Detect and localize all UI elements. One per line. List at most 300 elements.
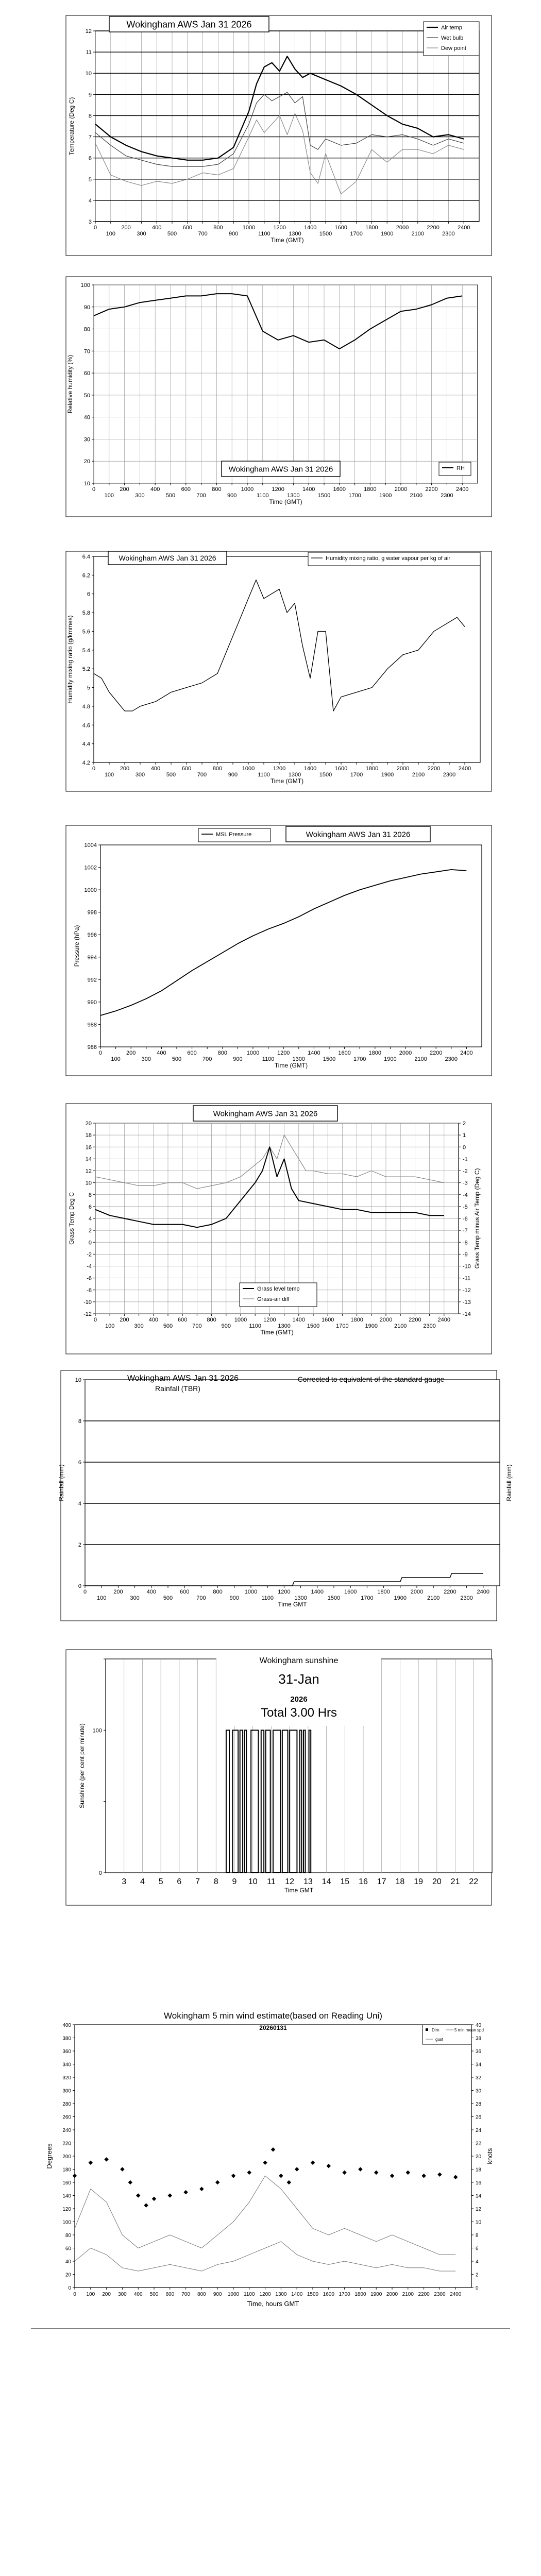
x-axis-label: Time (GMT) (270, 777, 304, 785)
y2-tick-label: -6 (463, 1216, 468, 1222)
y-tick-label: 8 (88, 1192, 92, 1198)
x-tick-label: 8 (213, 1877, 218, 1886)
x-tick-label: 12 (285, 1877, 295, 1886)
y-tick-label: 5 (88, 176, 92, 183)
y-tick-label: 320 (62, 2075, 71, 2081)
chart-subtitle: Rainfall (TBR) (155, 1384, 200, 1393)
y2-tick-label: 36 (476, 2049, 482, 2055)
y-tick-label: 4 (88, 1216, 92, 1222)
legend-label: Dirn (432, 2028, 439, 2032)
x-tick-label: 2000 (379, 1317, 393, 1323)
legend (439, 462, 471, 476)
chart-title: Wokingham AWS Jan 31 2026 (127, 1374, 239, 1383)
y2-tick-label: -4 (463, 1192, 468, 1198)
y-tick-label: 986 (87, 1044, 97, 1050)
x-tick-label: 2400 (455, 486, 469, 493)
y-tick-label: 60 (83, 370, 90, 377)
x-tick-label: 2000 (394, 486, 408, 493)
y2-tick-label: 1 (463, 1132, 466, 1139)
y-tick-label: -12 (83, 1311, 92, 1317)
x-tick-label: 2100 (394, 1323, 407, 1329)
y-tick-label: 14 (85, 1156, 92, 1163)
x-tick-label: 500 (165, 493, 176, 499)
x-tick-label: 2400 (457, 225, 470, 231)
y-tick-label: 4 (88, 197, 92, 204)
x-tick-label: 13 (303, 1877, 313, 1886)
grass-temp-chart-panel (0, 1103, 541, 1355)
x-axis-label: Time GMT (278, 1601, 307, 1608)
x-tick-label: 3 (122, 1877, 127, 1886)
y2-tick-label: -13 (463, 1299, 471, 1306)
x-tick-label: 800 (212, 766, 223, 772)
x-tick-label: 1400 (302, 486, 315, 493)
x-tick-label: 100 (105, 1323, 115, 1329)
y-tick-label: 0 (78, 1583, 81, 1589)
x-tick-label: 1800 (365, 225, 378, 231)
x-tick-label: 1400 (303, 766, 317, 772)
x-tick-label: 500 (149, 2292, 159, 2297)
y2-tick-label: 10 (476, 2219, 482, 2226)
y2-tick-label: 26 (476, 2114, 482, 2121)
y-tick-label: 0 (68, 2285, 71, 2291)
y-tick-label: 4.8 (82, 703, 90, 710)
x-tick-label: 1500 (323, 1056, 336, 1062)
x-tick-label: 2100 (414, 1056, 427, 1062)
y2-tick-label: 18 (476, 2167, 482, 2173)
y-tick-label: 30 (83, 436, 90, 443)
x-axis-label: Time GMT (284, 1887, 314, 1894)
legend-label: Air temp (441, 25, 462, 31)
y2-tick-label: -7 (463, 1228, 468, 1234)
chart-note: Corrected to equivalent of the standard gauge (297, 1375, 445, 1383)
chart-title: Wokingham AWS Jan 31 2026 (126, 19, 252, 30)
y-tick-label: 10 (85, 1180, 92, 1187)
y2-tick-label: 14 (476, 2193, 482, 2199)
x-tick-label: 200 (102, 2292, 111, 2297)
chart-subtitle: 20260131 (259, 2024, 287, 2031)
y2-tick-label: 24 (476, 2128, 482, 2133)
x-tick-label: 1300 (278, 1323, 291, 1329)
y-tick-label: 8 (78, 1418, 81, 1425)
x-tick-label: 2400 (460, 1050, 473, 1056)
x-tick-label: 200 (120, 1317, 129, 1323)
y-tick-label: 994 (87, 954, 97, 961)
y2-tick-label: 12 (476, 2207, 482, 2212)
y-tick-label: 100 (80, 282, 90, 289)
y-tick-label: 60 (65, 2246, 71, 2252)
chart-title: Wokingham AWS Jan 31 2026 (306, 830, 411, 839)
y2-tick-label: -5 (463, 1204, 468, 1210)
x-tick-label: 500 (163, 1323, 173, 1329)
y-tick-label: 996 (87, 932, 97, 939)
x-tick-label: 16 (359, 1877, 368, 1886)
x-tick-label: 300 (118, 2292, 127, 2297)
x-tick-label: 700 (181, 2292, 190, 2297)
y-tick-label: 998 (87, 909, 97, 916)
x-tick-label: 500 (172, 1056, 182, 1062)
x-tick-label: 800 (213, 225, 223, 231)
x-tick-label: 0 (98, 1050, 103, 1056)
y-tick-label: 0 (88, 1240, 92, 1246)
x-tick-label: 1400 (308, 1050, 320, 1056)
y2-tick-label: -8 (463, 1240, 468, 1246)
pressure-chart-panel (0, 824, 541, 1077)
temperature-chart-panel (0, 14, 541, 262)
x-tick-label: 400 (152, 225, 162, 231)
x-tick-label: 600 (165, 2292, 175, 2297)
x-tick-label: 21 (450, 1877, 460, 1886)
y-tick-label: -6 (87, 1275, 92, 1282)
x-tick-label: 2400 (477, 1589, 490, 1595)
sunshine-chart (0, 1649, 541, 1906)
x-tick-label: 800 (213, 1589, 223, 1595)
x-tick-label: 0 (92, 766, 96, 772)
x-tick-label: 2300 (445, 1056, 458, 1062)
x-tick-label: 22 (469, 1877, 479, 1886)
x-tick-label: 2000 (386, 2292, 398, 2297)
x-tick-label: 2300 (423, 1323, 436, 1329)
y-tick-label: 0 (98, 1870, 102, 1876)
x-tick-label: 1000 (244, 1589, 258, 1595)
x-tick-label: 2300 (441, 493, 453, 499)
y-tick-label: 992 (87, 977, 97, 984)
wind-chart (0, 2009, 541, 2339)
x-tick-label: 2200 (444, 1589, 457, 1595)
x-tick-label: 2300 (443, 772, 456, 778)
x-tick-label: 900 (221, 1323, 231, 1329)
plot-area (95, 31, 479, 222)
x-tick-label: 1600 (334, 766, 348, 772)
x-tick-label: 1700 (353, 1056, 366, 1062)
x-tick-label: 900 (227, 493, 237, 499)
x-tick-label: 11 (267, 1877, 276, 1886)
x-tick-label: 14 (322, 1877, 331, 1886)
x-tick-label: 400 (150, 766, 161, 772)
x-tick-label: 900 (233, 1056, 243, 1062)
x-tick-label: 800 (207, 1317, 216, 1323)
x-tick-label: 1200 (263, 1317, 276, 1323)
y-tick-label: -8 (87, 1287, 92, 1294)
x-tick-label: 200 (120, 486, 129, 493)
x-tick-label: 1600 (321, 1317, 334, 1323)
y-tick-label: 80 (65, 2233, 71, 2239)
x-tick-label: 2400 (450, 2292, 462, 2297)
y2-tick-label: 34 (476, 2062, 482, 2068)
y-axis-label: Degrees (45, 2143, 53, 2169)
y-tick-label: 280 (62, 2102, 71, 2107)
y-tick-label: 40 (65, 2259, 71, 2265)
x-tick-label: 1900 (379, 493, 392, 499)
x-tick-label: 1500 (317, 493, 331, 499)
plot-area (85, 1380, 500, 1586)
y2-tick-label: 20 (476, 2154, 482, 2160)
x-tick-label: 600 (180, 1589, 190, 1595)
x-tick-label: 600 (181, 486, 191, 493)
y2-tick-label: 32 (476, 2075, 482, 2081)
x-tick-label: 1500 (307, 1323, 320, 1329)
plot-area (75, 2025, 471, 2287)
x-tick-label: 1400 (303, 225, 317, 231)
y-tick-label: 20 (85, 1121, 92, 1127)
x-tick-label: 20 (432, 1877, 442, 1886)
year-label: 2026 (290, 1695, 308, 1704)
x-tick-label: 300 (130, 1595, 140, 1601)
x-tick-label: 1800 (365, 766, 379, 772)
y-tick-label: 20 (65, 2272, 71, 2278)
y2-axis-label: Grass Temp minus Air Temp (Deg C) (474, 1168, 481, 1269)
x-axis-label: Time (GMT) (260, 1329, 294, 1336)
x-tick-label: 400 (157, 1050, 166, 1056)
plot-area (100, 845, 482, 1047)
x-tick-label: 200 (121, 225, 131, 231)
x-tick-label: 1800 (364, 486, 377, 493)
legend-label: Grass-air diff (257, 1296, 290, 1302)
x-tick-label: 600 (178, 1317, 188, 1323)
x-tick-label: 100 (104, 772, 114, 778)
x-axis-label: Time (GMT) (274, 1062, 308, 1069)
y2-tick-label: -9 (463, 1251, 468, 1258)
x-tick-label: 1900 (381, 772, 394, 778)
x-tick-label: 2200 (418, 2292, 430, 2297)
x-tick-label: 1300 (294, 1595, 307, 1601)
y-tick-label: 100 (92, 1727, 102, 1734)
y-tick-label: 988 (87, 1022, 97, 1028)
x-tick-label: 100 (106, 231, 115, 237)
x-tick-label: 1100 (244, 2292, 255, 2297)
y-tick-label: 20 (83, 459, 90, 465)
x-tick-label: 600 (182, 225, 192, 231)
x-tick-label: 1300 (288, 772, 301, 778)
x-tick-label: 2000 (399, 1050, 412, 1056)
x-axis-label: Time (GMT) (269, 498, 302, 505)
x-tick-label: 600 (187, 1050, 197, 1056)
y-tick-label: 100 (62, 2219, 71, 2226)
x-tick-label: 1200 (272, 486, 284, 493)
x-tick-label: 300 (134, 1323, 144, 1329)
y-tick-label: 5.8 (82, 610, 90, 617)
y2-tick-label: 8 (476, 2233, 479, 2239)
x-tick-label: 1800 (377, 1589, 390, 1595)
y-tick-label: 2 (88, 1228, 92, 1234)
x-tick-label: 2300 (442, 231, 455, 237)
y-tick-label: 360 (62, 2049, 71, 2055)
y-tick-label: 340 (62, 2062, 71, 2068)
y-tick-label: 220 (62, 2141, 71, 2147)
y2-tick-label: 16 (476, 2180, 482, 2186)
x-tick-label: 1000 (227, 2292, 240, 2297)
y2-tick-label: 0 (476, 2285, 479, 2291)
x-tick-label: 200 (113, 1589, 123, 1595)
y-tick-label: -4 (87, 1263, 92, 1270)
x-tick-label: 2100 (410, 493, 423, 499)
x-tick-label: 1900 (394, 1595, 407, 1601)
x-tick-label: 700 (196, 493, 206, 499)
x-tick-label: 2100 (427, 1595, 440, 1601)
x-tick-label: 1500 (319, 772, 332, 778)
date-label: 31-Jan (278, 1671, 319, 1687)
x-tick-label: 1100 (249, 1323, 262, 1329)
y-tick-label: 5.6 (82, 629, 90, 635)
y-axis-label: Humidity mixing ratio (g/kmmes) (66, 615, 74, 704)
y-axis-label: Sunshine (per cent per minute) (78, 1723, 86, 1808)
x-tick-label: 1900 (380, 231, 394, 237)
x-tick-label: 700 (196, 1595, 206, 1601)
x-tick-label: 1400 (311, 1589, 324, 1595)
y-tick-label: 5 (87, 685, 90, 691)
y-tick-label: 3 (88, 219, 92, 225)
x-tick-label: 700 (192, 1323, 202, 1329)
legend-label: Dew point (441, 45, 466, 52)
y2-tick-label: -2 (463, 1168, 468, 1175)
x-tick-label: 1100 (256, 493, 269, 499)
y-tick-label: 18 (85, 1132, 92, 1139)
x-tick-label: 100 (97, 1595, 107, 1601)
x-tick-label: 800 (197, 2292, 206, 2297)
x-tick-label: 1000 (242, 225, 256, 231)
x-tick-label: 800 (217, 1050, 227, 1056)
pressure-chart (0, 824, 541, 1077)
y-tick-label: 7 (88, 134, 92, 141)
x-axis-label: Time (GMT) (270, 236, 304, 244)
legend-label: gust (435, 2037, 444, 2042)
x-tick-label: 1200 (273, 225, 286, 231)
y-tick-label: 9 (88, 92, 92, 98)
y-tick-label: 6 (88, 155, 92, 162)
y-tick-label: 6 (88, 1204, 92, 1210)
y-tick-label: 200 (62, 2154, 71, 2160)
legend-label: RH (457, 465, 465, 471)
x-tick-label: 17 (377, 1877, 386, 1886)
x-tick-label: 1300 (289, 231, 301, 237)
y-tick-label: 6 (87, 591, 90, 598)
x-tick-label: 1000 (242, 766, 255, 772)
total-label: Total 3.00 Hrs (260, 1706, 337, 1720)
x-tick-label: 1600 (334, 225, 348, 231)
x-tick-label: 1700 (350, 772, 363, 778)
x-tick-label: 700 (202, 1056, 212, 1062)
x-tick-label: 400 (146, 1589, 156, 1595)
y-tick-label: 6 (78, 1460, 81, 1466)
x-tick-label: 700 (198, 231, 208, 237)
x-tick-label: 6 (177, 1877, 182, 1886)
y2-tick-label: 0 (463, 1144, 466, 1151)
y2-tick-label: 4 (476, 2259, 479, 2265)
y-tick-label: 4 (78, 1501, 81, 1507)
y2-tick-label: 30 (476, 2088, 482, 2094)
x-tick-label: 2300 (434, 2292, 446, 2297)
temperature-chart (0, 14, 541, 262)
y-tick-label: 5.2 (82, 666, 90, 673)
y-tick-label: 16 (85, 1144, 92, 1151)
y-axis-label: Relative humidity (%) (66, 354, 74, 414)
y2-tick-label: -11 (463, 1275, 471, 1282)
y2-tick-label: -1 (463, 1156, 468, 1163)
x-tick-label: 2400 (458, 766, 471, 772)
y2-tick-label: 40 (476, 2023, 482, 2028)
y-tick-label: 10 (85, 71, 92, 77)
sunshine-chart-panel (0, 1649, 541, 1906)
y-tick-label: 400 (62, 2023, 71, 2028)
x-tick-label: 1900 (365, 1323, 378, 1329)
y-tick-label: 1004 (84, 842, 97, 849)
x-tick-label: 0 (92, 486, 96, 493)
x-tick-label: 2200 (429, 1050, 443, 1056)
legend-label: MSL Pressure (216, 832, 252, 838)
x-tick-label: 2200 (427, 766, 441, 772)
legend-label: Wet bulb (441, 35, 464, 41)
x-tick-label: 100 (86, 2292, 95, 2297)
y-tick-label: 6.2 (82, 572, 90, 579)
x-tick-label: 1800 (368, 1050, 382, 1056)
x-tick-label: 400 (148, 1317, 158, 1323)
y-tick-label: 260 (62, 2114, 71, 2121)
y2-tick-label: -14 (463, 1311, 471, 1317)
y-tick-label: 50 (83, 392, 90, 399)
x-tick-label: 1800 (354, 2292, 366, 2297)
y-tick-label: 10 (83, 481, 90, 487)
x-tick-label: 1700 (336, 1323, 349, 1329)
x-tick-label: 1800 (350, 1317, 363, 1323)
y-tick-label: 12 (85, 1168, 92, 1175)
y2-tick-label: 28 (476, 2102, 482, 2107)
x-tick-label: 0 (73, 2292, 76, 2297)
plot-area (94, 556, 480, 762)
x-tick-label: 1600 (344, 1589, 357, 1595)
x-tick-label: 2200 (427, 225, 439, 231)
y-tick-label: 1000 (84, 887, 97, 894)
x-tick-label: 1100 (262, 1056, 275, 1062)
y2-axis-label: knots (486, 2148, 494, 2164)
y-tick-label: 140 (62, 2193, 71, 2199)
x-tick-label: 4 (140, 1877, 145, 1886)
y-tick-label: 5.4 (82, 647, 90, 654)
x-tick-label: 1100 (261, 1595, 274, 1601)
mixing-ratio-chart (0, 550, 541, 798)
x-tick-label: 1300 (287, 493, 300, 499)
x-tick-label: 2200 (409, 1317, 421, 1323)
y-tick-label: 40 (83, 414, 90, 421)
y-tick-label: 11 (86, 49, 92, 56)
x-tick-label: 300 (135, 772, 145, 778)
x-tick-label: 700 (197, 772, 207, 778)
y-tick-label: 70 (83, 348, 90, 355)
y-axis-label: Grass Temp Deg C (68, 1192, 75, 1245)
plot-area (94, 285, 478, 483)
y-axis-label: Pressure (hPa) (73, 925, 80, 967)
x-tick-label: 15 (340, 1877, 350, 1886)
y-tick-label: 2 (78, 1542, 81, 1548)
x-tick-label: 600 (181, 766, 192, 772)
x-tick-label: 0 (83, 1589, 87, 1595)
x-tick-label: 500 (166, 772, 176, 778)
x-tick-label: 2100 (412, 772, 425, 778)
chart-title: Wokingham AWS Jan 31 2026 (213, 1109, 318, 1118)
x-tick-label: 900 (213, 2292, 222, 2297)
y-tick-label: 4.2 (82, 760, 90, 766)
y2-tick-label: 2 (463, 1121, 466, 1127)
x-tick-label: 1200 (277, 1050, 290, 1056)
x-tick-label: 1700 (361, 1595, 374, 1601)
y2-tick-label: 38 (476, 2036, 482, 2042)
y-tick-label: 180 (62, 2167, 71, 2173)
rainfall-chart-panel (0, 1369, 541, 1622)
x-tick-label: 1200 (259, 2292, 271, 2297)
x-tick-label: 1000 (234, 1317, 247, 1323)
x-tick-label: 2200 (425, 486, 438, 493)
y2-tick-label: 22 (476, 2141, 482, 2147)
x-tick-label: 900 (228, 772, 238, 778)
x-tick-label: 2000 (396, 225, 409, 231)
